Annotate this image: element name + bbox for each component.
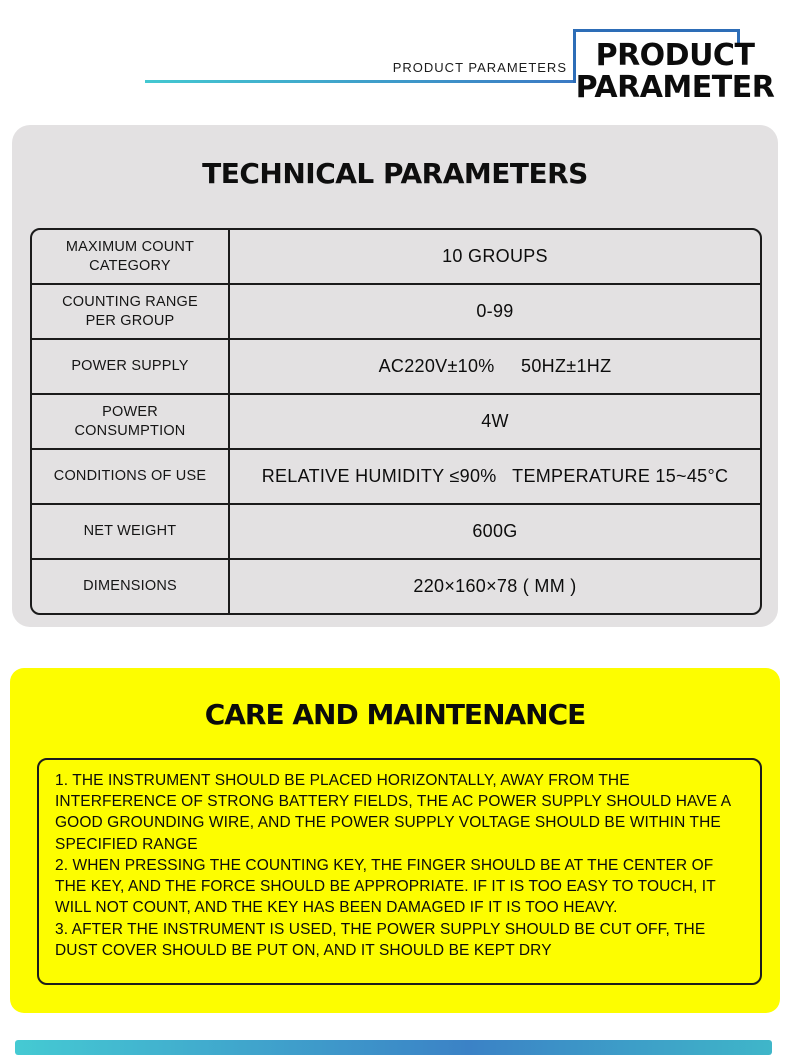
spec-label: CONDITIONS OF USE xyxy=(32,450,230,503)
spec-label: NET WEIGHT xyxy=(32,505,230,558)
care-instruction-item: 2. WHEN PRESSING THE COUNTING KEY, THE FINGER SHOULD BE AT THE CENTER OF THE KEY, AND THE FORCE SHOULD BE APPROPRIATE. IF IT IS TOO EASY TO TOUCH, IT WILL NOT COUNT, AND THE KEY HAS BEEN DAMAGED IF IT IS TOO HEAVY. xyxy=(55,856,716,917)
spec-label: DIMENSIONS xyxy=(32,560,230,613)
header-bracket-top-line xyxy=(573,29,740,32)
spec-label: POWER SUPPLY xyxy=(32,340,230,393)
spec-value: 0-99 xyxy=(476,301,514,321)
care-instruction-item: 1. THE INSTRUMENT SHOULD BE PLACED HORIZONTALLY, AWAY FROM THE INTERFERENCE OF STRONG BATTERY FIELDS, THE AC POWER SUPPLY SHOULD HAVE A GOOD GROUNDING WIRE, AND THE POWER SUPPLY VOLTAGE SHOULD BE WITHIN THE SPECIFIED RANGE xyxy=(55,772,731,853)
header-gradient-line xyxy=(145,80,576,83)
footer-accent-bar xyxy=(15,1040,772,1055)
technical-parameters-title: TECHNICAL PARAMETERS xyxy=(202,157,588,190)
spec-value: AC220V±10% 50HZ±1HZ xyxy=(378,356,612,376)
care-and-maintenance-title: CARE AND MAINTENANCE xyxy=(204,698,586,731)
spec-table xyxy=(30,228,762,615)
spec-label: POWER CONSUMPTION xyxy=(32,395,230,448)
spec-value: 4W xyxy=(481,411,509,431)
care-instruction-item: 3. AFTER THE INSTRUMENT IS USED, THE POWER SUPPLY SHOULD BE CUT OFF, THE DUST COVER SHOULD BE PUT ON, AND IT SHOULD BE KEPT DRY xyxy=(55,920,706,959)
table-row xyxy=(32,558,760,613)
spec-value: 220×160×78 ( MM ) xyxy=(413,576,577,596)
table-row xyxy=(32,448,760,503)
table-row xyxy=(32,393,760,448)
table-row xyxy=(32,283,760,338)
spec-value: 600G xyxy=(472,521,518,541)
spec-value: 10 GROUPS xyxy=(442,246,548,266)
page-title xyxy=(575,40,775,105)
spec-value: RELATIVE HUMIDITY ≤90% TEMPERATURE 15~45°C xyxy=(261,466,729,486)
technical-parameters-panel xyxy=(12,125,778,627)
spec-label: COUNTING RANGE PER GROUP xyxy=(32,285,230,338)
table-row xyxy=(32,503,760,558)
care-instructions-box xyxy=(37,758,762,985)
care-and-maintenance-panel xyxy=(10,668,780,1013)
table-row xyxy=(32,230,760,283)
spec-label: MAXIMUM COUNT CATEGORY xyxy=(32,230,230,283)
page-title-line2: PARAMETER xyxy=(575,70,775,106)
table-row xyxy=(32,338,760,393)
page-title-line1: PRODUCT xyxy=(595,38,755,73)
header-small-label: PRODUCT PARAMETERS xyxy=(392,60,567,75)
